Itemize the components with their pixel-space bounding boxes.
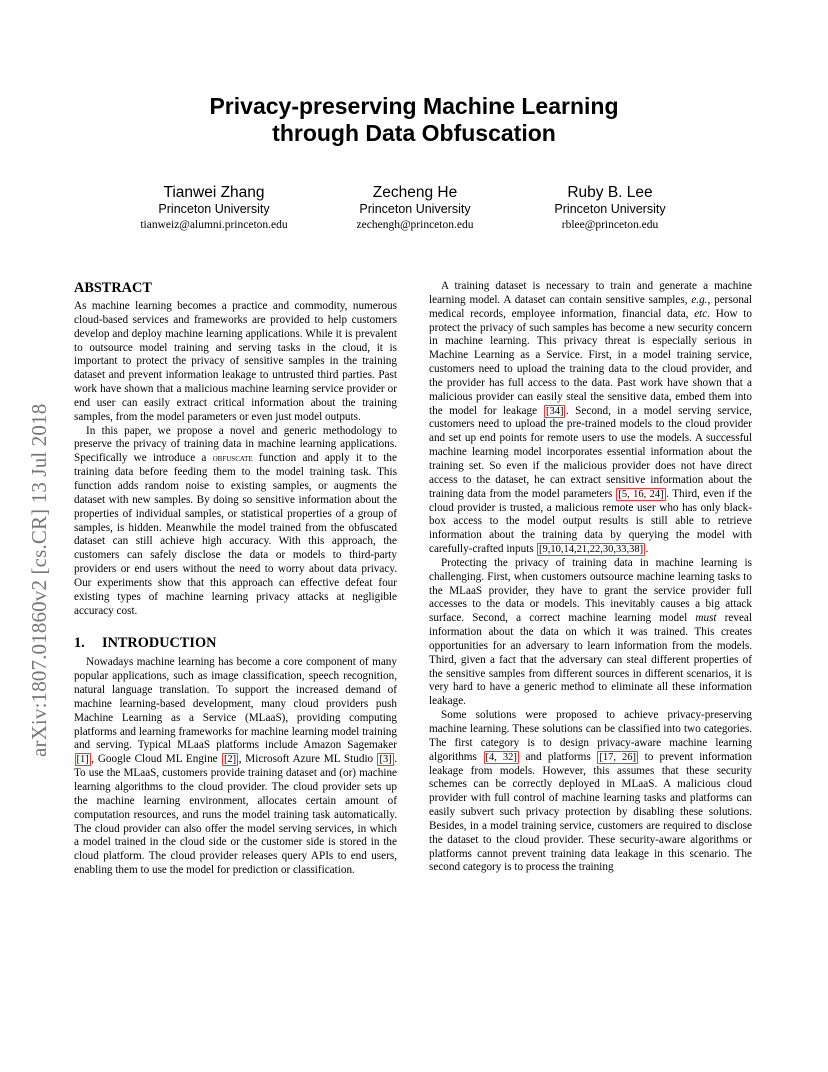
author-name: Tianwei Zhang (163, 184, 265, 201)
author-email: tianweiz@alumni.princeton.edu (140, 219, 288, 231)
author-affiliation: Princeton University (554, 202, 666, 216)
intro-paragraph-1 (74, 656, 397, 878)
section-number: 1. (74, 635, 85, 652)
text-run: . How to protect the privacy of such samples has become a new security concern in machine learning. This privacy threat is especially serious in Machine Learning as a Service. First, in a model training service, customers need to upload the training data to the cloud provider, and the provider has full access to the data. Past work have shown that a malicious provider can easily steal the sensitive data, embed them into the model for leakage (429, 307, 752, 417)
author-block (315, 184, 515, 233)
paper-title (0, 93, 828, 147)
author-affiliation: Princeton University (359, 202, 471, 216)
author-affiliation: Princeton University (158, 202, 270, 216)
text-run: reveal information about the data on which it was trained. This creates opportunities for an adversary to learn information from the models. Third, given a fact that the adversary can steal different properties of the sensitive samples from different sources in different scenarios, it is very hard to have a generic method to eliminate all these information leakage. (429, 612, 753, 708)
text-run: to prevent information leakage from models. However, this assumes that these security schemes can be correctly deployed in MLaaS. A malicious cloud provider with full control of machine learning tasks and platforms can easily subvert such privacy protection by disabling these solutions. Besides, in a model training service, customers are required to disclose the dataset to the cloud provider. These security-aware algorithms or platforms cannot prevent training data leakage in this scenario. The second category is to process the training (429, 750, 753, 874)
text-run: , personal medical records, employee information, financial data, (429, 293, 753, 320)
text-run: Protecting the privacy of training data in machine learning is challenging. First, when customers outsource machine learning tasks to the MLaaS provider, they have to grant the service provider full accesses to the data or models. This inevitably causes a big attack surface. Second, a correct machine learning model (429, 556, 752, 625)
text-run: . Second, in a model serving service, customers need to upload the pre-trained models to the cloud provider and set up end points for remote users to use the models. A successful machine learning model incorporates essential information about the training set. So even if the malicious provider does not have direct access to the dataset, he can extract sensitive information about the training data from the model parameters (429, 404, 752, 500)
text-run: Nowadays machine learning has become a core component of many popular applications, such as image classification, speech recognition, natural language translation. To support the increased demand of machine learning-based development, many cloud providers push Machine Learning as a Service (MLaaS), providing computing platforms and learning frameworks for machine learning model training and serving. Typical MLaaS platforms include Amazon Sagemaker (74, 656, 397, 752)
text-run-italic: must (695, 612, 717, 625)
left-column (74, 280, 397, 878)
text-run: function and apply it to the training data before feeding them to the model training task. This function adds random noise to existing samples, or augments the dataset with new samples. By doing so sensitive information about the properties of individual samples, or statistical properties of a group of samples, is hidden. Meanwhile the model trained from the obfuscated dataset can still achieve high accuracy. With this approach, the customers can safely disclose the data or models to third-party providers or end users without the need to worry about data privacy. Our experiments show that this approach can effective defeat four existing types of machine learning privacy attacks at negligible accuracy cost. (74, 452, 397, 617)
text-run: A training dataset is necessary to train and generate a machine learning model. A dataset can contain sensitive samples, (429, 280, 752, 306)
citation-link[interactable]: [1] (76, 754, 89, 766)
text-run: , Google Cloud ML Engine (91, 753, 222, 766)
author-email: zechengh@princeton.edu (356, 219, 474, 231)
text-run: and platforms (519, 750, 597, 763)
section-heading-introduction (74, 635, 397, 652)
citation-link[interactable]: [9,10,14,21,22,30,33,38] (538, 544, 644, 556)
text-run: Some solutions were proposed to achieve privacy-preserving machine learning. These solutions can be classified into two categories. The first category is to design privacy-aware machine learning algorithms (429, 709, 752, 763)
title-line-2: through Data Obfuscation (272, 120, 556, 146)
body-paragraph-2 (429, 557, 752, 709)
title-line-1: Privacy-preserving Machine Learning (209, 93, 619, 119)
text-run-italic: e.g. (691, 293, 708, 306)
author-block (114, 184, 314, 233)
text-run: . To use the MLaaS, customers provide training dataset and (or) machine learning algorithms to the cloud provider. The cloud provider sets up the machine learning environment, allocates certain amount of computation resources, and runs the model training task automatically. The cloud provider can also offer the model serving services, in which a model trained in the cloud side or the customer side is stored in the cloud platform. The cloud provider releases query APIs to end users, enabling them to use the model for prediction or classification. (74, 753, 397, 877)
text-run: . (645, 543, 649, 556)
text-run: In this paper, we propose a novel and generic methodology to preserve the privacy of training data in machine learning applications. Specifically we introduce a (74, 424, 397, 465)
body-paragraph-3 (429, 709, 752, 875)
obfuscate-function-name: obfuscate (212, 453, 253, 465)
author-name: Zecheng He (372, 184, 458, 201)
abstract-paragraph-2 (74, 425, 397, 619)
author-block (510, 184, 710, 233)
author-name: Ruby B. Lee (567, 184, 653, 201)
citation-link[interactable]: [3] (379, 754, 392, 766)
author-email: rblee@princeton.edu (561, 219, 659, 231)
arxiv-identifier-text: arXiv:1807.01860v2 [cs.CR] 13 Jul 2018 (27, 403, 51, 757)
abstract-paragraph-1: As machine learning becomes a practice and commodity, numerous cloud-based services and frameworks are provided to help customers develop and deploy machine learning applications. While it is prevalent to outsource model training and serving tasks in the cloud, it is important to protect the privacy of sensitive samples in the training dataset and prevent information leakage to untrusted third parties. Past work have shown that a malicious machine learning service provider or end user can easily extract critical information about the training samples, from the model parameters or even just model outputs. (74, 300, 397, 423)
arxiv-identifier-stamp (24, 299, 54, 757)
abstract-heading: ABSTRACT (74, 280, 152, 296)
citation-link[interactable]: [2] (223, 754, 237, 766)
citation-link[interactable]: [5, 16, 24] (618, 488, 664, 500)
section-title: INTRODUCTION (102, 635, 217, 652)
citation-link[interactable]: [17, 26] (599, 751, 636, 763)
right-column (429, 280, 752, 875)
text-run: . Third, even if the cloud provider is trusted, a malicious remote user who has only black-box access to the model output results is still able to retrieve information about the training data by querying the model with carefully-crafted inputs (429, 487, 752, 556)
citation-link[interactable]: [34] (545, 405, 564, 417)
text-run: , Microsoft Azure ML Studio (238, 753, 377, 766)
text-run-italic: etc (694, 307, 708, 320)
body-paragraph-1 (429, 280, 752, 557)
citation-link[interactable]: [4, 32] (485, 751, 517, 763)
